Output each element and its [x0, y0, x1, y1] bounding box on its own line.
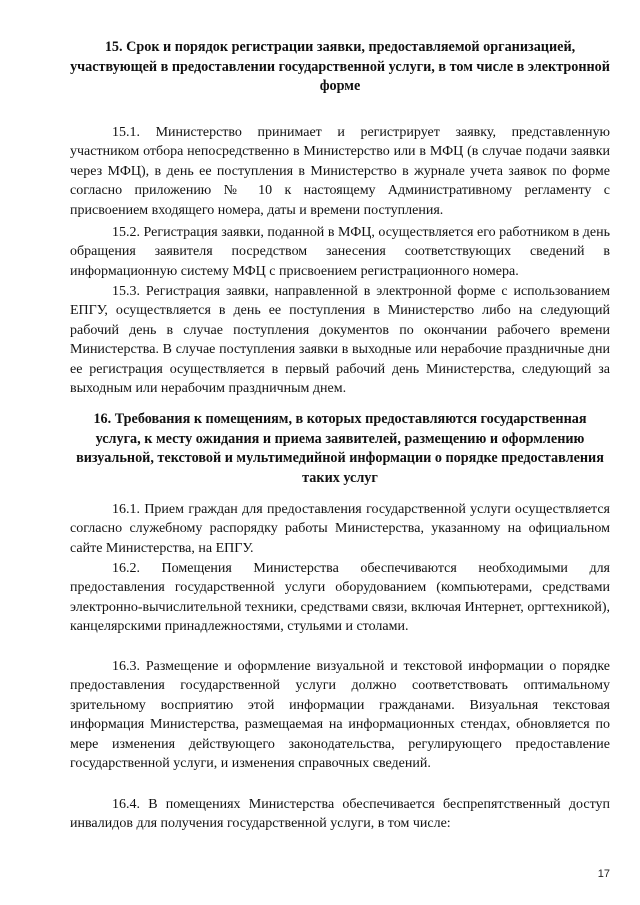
- paragraph-16-1: 16.1. Прием граждан для предоставления государственной услуги осуществляется согласно служебному распорядку работы Министерства, указанному на официальном сайте Министерства, на ЕПГУ.: [70, 502, 610, 556]
- paragraph-16-3: 16.3. Размещение и оформление визуальной и текстовой информации о порядке предоставления государственной услуги должно соответствовать оптимальному зрительному восприятию этой информации гражданами. Визуальная текстовая информация Министерства, размещаемая на информационных стендах, обновляется по мере изменения действующего законодательства, регулирующего предоставление государственной услуги, и изменения справочных сведений.: [70, 659, 610, 772]
- paragraph-16-2: 16.2. Помещения Министерства обеспечиваются необходимыми для предоставления государственной услуги оборудованием (компьютерами, средствами электронно-вычислительной техники, средствами связи, включая Интернет, оргтехникой), канцелярскими принадлежностями, стульями и столами.: [70, 561, 610, 635]
- paragraph-15-2: 15.2. Регистрация заявки, поданной в МФЦ, осуществляется его работником в день обращения заявителя посредством занесения соответствующих сведений в информационную систему МФЦ с присвоением регистрационного номера.: [70, 225, 610, 279]
- section-16-heading: 16. Требования к помещениям, в которых предоставляются государственная услуга, к месту ожидания и приема заявителей, размещению и оформлению визуальной, текстовой и мультимедийной информации о порядке предоставления таких услуг: [76, 411, 604, 486]
- paragraph-15-1: 15.1. Министерство принимает и регистрирует заявку, представленную участником отбора непосредственно в Министерство или в МФЦ (в случае подачи заявки через МФЦ), в день ее поступления в Министерство в журнале учета заявок по форме согласно приложению № 10 к настоящему Административному регламенту с присвоением входящего номера, даты и времени поступления.: [70, 125, 610, 218]
- paragraph-16-4: 16.4. В помещениях Министерства обеспечивается беспрепятственный доступ инвалидов для получения государственной услуги, в том числе:: [70, 797, 610, 832]
- paragraph-15-3: 15.3. Регистрация заявки, направленной в электронной форме с использованием ЕПГУ, осуществляется в день ее поступления в Министерство либо на следующий рабочий день в случае поступления документов по окончании рабочего времени Министерства. В случае поступления заявки в выходные или нерабочие праздничные дни ее регистрация осуществляется в первый рабочий день Министерства, следующий за выходным или нерабочим праздничным днем.: [70, 284, 610, 397]
- page-number: 17: [597, 868, 610, 880]
- section-15-heading: 15. Срок и порядок регистрации заявки, предоставляемой организацией, участвующей в предоставлении государственной услуги, в том числе в электронной форме: [70, 39, 610, 94]
